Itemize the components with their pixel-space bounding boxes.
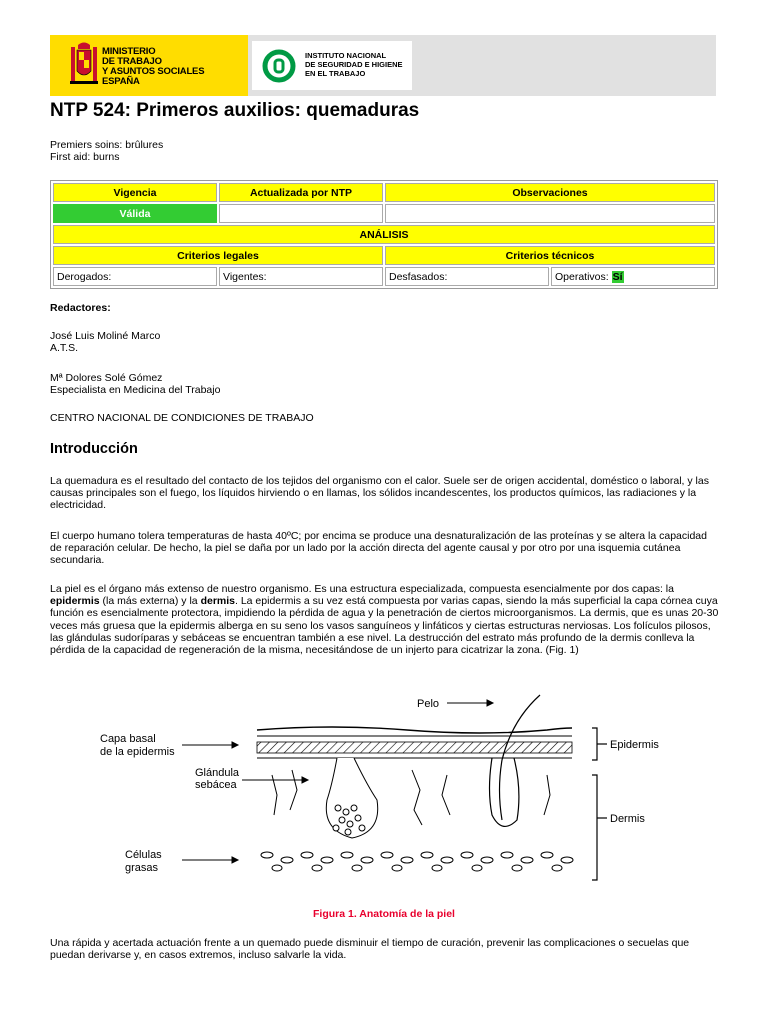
label-celulas: Células (125, 849, 162, 861)
subtitles (50, 139, 163, 163)
label-glandula: Glándula (195, 767, 240, 779)
text-run: (la más externa) y la (99, 595, 201, 608)
page-title: NTP 524: Primeros auxilios: quemaduras (50, 100, 420, 121)
paragraph: Una rápida y acertada actuación frente a un quemado puede disminuir el tiempo de curación, prevenir las complicaciones o secuelas que puedan derivarse y, en casos extremos, incluso salvarle la vida. (50, 937, 690, 962)
sebaceous-gland (326, 758, 377, 838)
status-table (50, 180, 718, 289)
label-glandula-2: sebácea (195, 779, 237, 791)
author-role: Especialista en Medicina del Trabajo (50, 384, 221, 396)
fat-cells (261, 852, 573, 871)
label-celulas-2: grasas (125, 862, 159, 874)
subtitle-french: Premiers soins: brûlures (50, 139, 164, 151)
dermis-structures (272, 770, 550, 825)
header-criterios-legales: Criterios legales (53, 246, 383, 265)
institute-ring-icon (261, 48, 297, 84)
operativos-label: Operativos: (555, 270, 609, 283)
label-dermis: Dermis (610, 813, 645, 825)
institute-line: INSTITUTO NACIONAL (305, 51, 387, 60)
skin-anatomy-figure (92, 690, 682, 890)
text-run: La piel es el órgano más extenso de nuestro organismo. Es una estructura especializada, compuesta esencialmente por dos capas: la (50, 583, 674, 595)
actualizada-value (219, 204, 383, 223)
paragraph: La quemadura es el resultado del contacto de los tejidos del organismo con el calor. Suele ser de origen accidental, doméstico o laboral, y las causas principales son el fuego, los líquidos hirviendo o en llamas, los sólidos incandescentes, los productos químicos, las radiaciones y la electricidad. (50, 475, 709, 512)
operativos-cell (551, 267, 715, 286)
author-1 (50, 330, 160, 354)
paragraph-skin (50, 583, 720, 656)
ministry-name (102, 47, 204, 87)
subtitle-english: First aid: burns (50, 151, 120, 163)
figure-caption: Figura 1. Anatomía de la piel (313, 908, 455, 920)
author-2 (50, 372, 220, 396)
text-run: . La epidermis a su vez está compuesta por varias capas, siendo la más superficial la capa córnea cuya función es esencialmente protectora, impidiendo la pérdida de agua y la penetración de ciertos microorganismos. La dermis, que es unas 20-30 veces más gruesa que la epidermis alberga en su seno los vasos sanguíneos y linfáticos y ciertas estructuras nerviosas. Los folículos pilosos, las glándulas sudoríparas y sebáceas se encuentran también a ese nivel. La destrucción del estrato más profundo de la dermis conlleva la pérdida de la capacidad de regeneración de la misma, necesitándose de un injerto para cicatrizar la zona. (Fig. 1) (50, 595, 719, 657)
institute-logo (252, 41, 412, 90)
coat-of-arms-icon (70, 41, 98, 89)
layer-brackets (592, 728, 607, 880)
vigencia-value: Válida (53, 204, 217, 223)
header-banner (50, 35, 716, 96)
label-epidermis: Epidermis (610, 739, 659, 751)
ministry-line: DE TRABAJO (102, 56, 162, 67)
authors-heading: Redactores: (50, 302, 111, 314)
label-capa-basal-2: de la epidermis (100, 746, 175, 758)
desfasados-cell: Desfasados: (385, 267, 549, 286)
operativos-value: Sí (612, 270, 623, 283)
ministry-line: MINISTERIO (102, 46, 156, 57)
institute-name (305, 51, 403, 78)
skin-layers (257, 727, 572, 758)
term-dermis: dermis (200, 595, 235, 608)
author-role: A.T.S. (50, 342, 79, 354)
institute-line: EN EL TRABAJO (305, 69, 366, 78)
derogados-cell: Derogados: (53, 267, 217, 286)
header-criterios-tecnicos: Criterios técnicos (385, 246, 715, 265)
center-name: CENTRO NACIONAL DE CONDICIONES DE TRABAJO (50, 412, 314, 424)
header-observaciones: Observaciones (385, 183, 715, 202)
observaciones-value (385, 204, 715, 223)
header-vigencia: Vigencia (53, 183, 217, 202)
vigentes-cell: Vigentes: (219, 267, 383, 286)
institute-line: DE SEGURIDAD E HIGIENE (305, 60, 403, 69)
author-name: Mª Dolores Solé Gómez (50, 372, 163, 384)
label-capa-basal: Capa basal (100, 733, 156, 745)
hair-follicle (490, 695, 541, 826)
term-epidermis: epidermis (50, 595, 100, 608)
header-actualizada: Actualizada por NTP (219, 183, 383, 202)
ministry-logo (50, 35, 248, 96)
ministry-line: Y ASUNTOS SOCIALES (102, 66, 205, 77)
author-name: José Luis Moliné Marco (50, 330, 161, 342)
paragraph: El cuerpo humano tolera temperaturas de hasta 40ºC; por encima se produce una desnaturalización de las proteínas y se altera la capacidad de reparación celular. De hecho, la piel se daña por un lado por la acción directa del agente causal y por otro por una isquemia cutánea secundaria. (50, 530, 707, 567)
header-analisis: ANÁLISIS (53, 225, 715, 244)
label-pelo: Pelo (417, 698, 440, 710)
ministry-line: ESPAÑA (102, 76, 140, 87)
section-heading-intro: Introducción (50, 441, 138, 457)
